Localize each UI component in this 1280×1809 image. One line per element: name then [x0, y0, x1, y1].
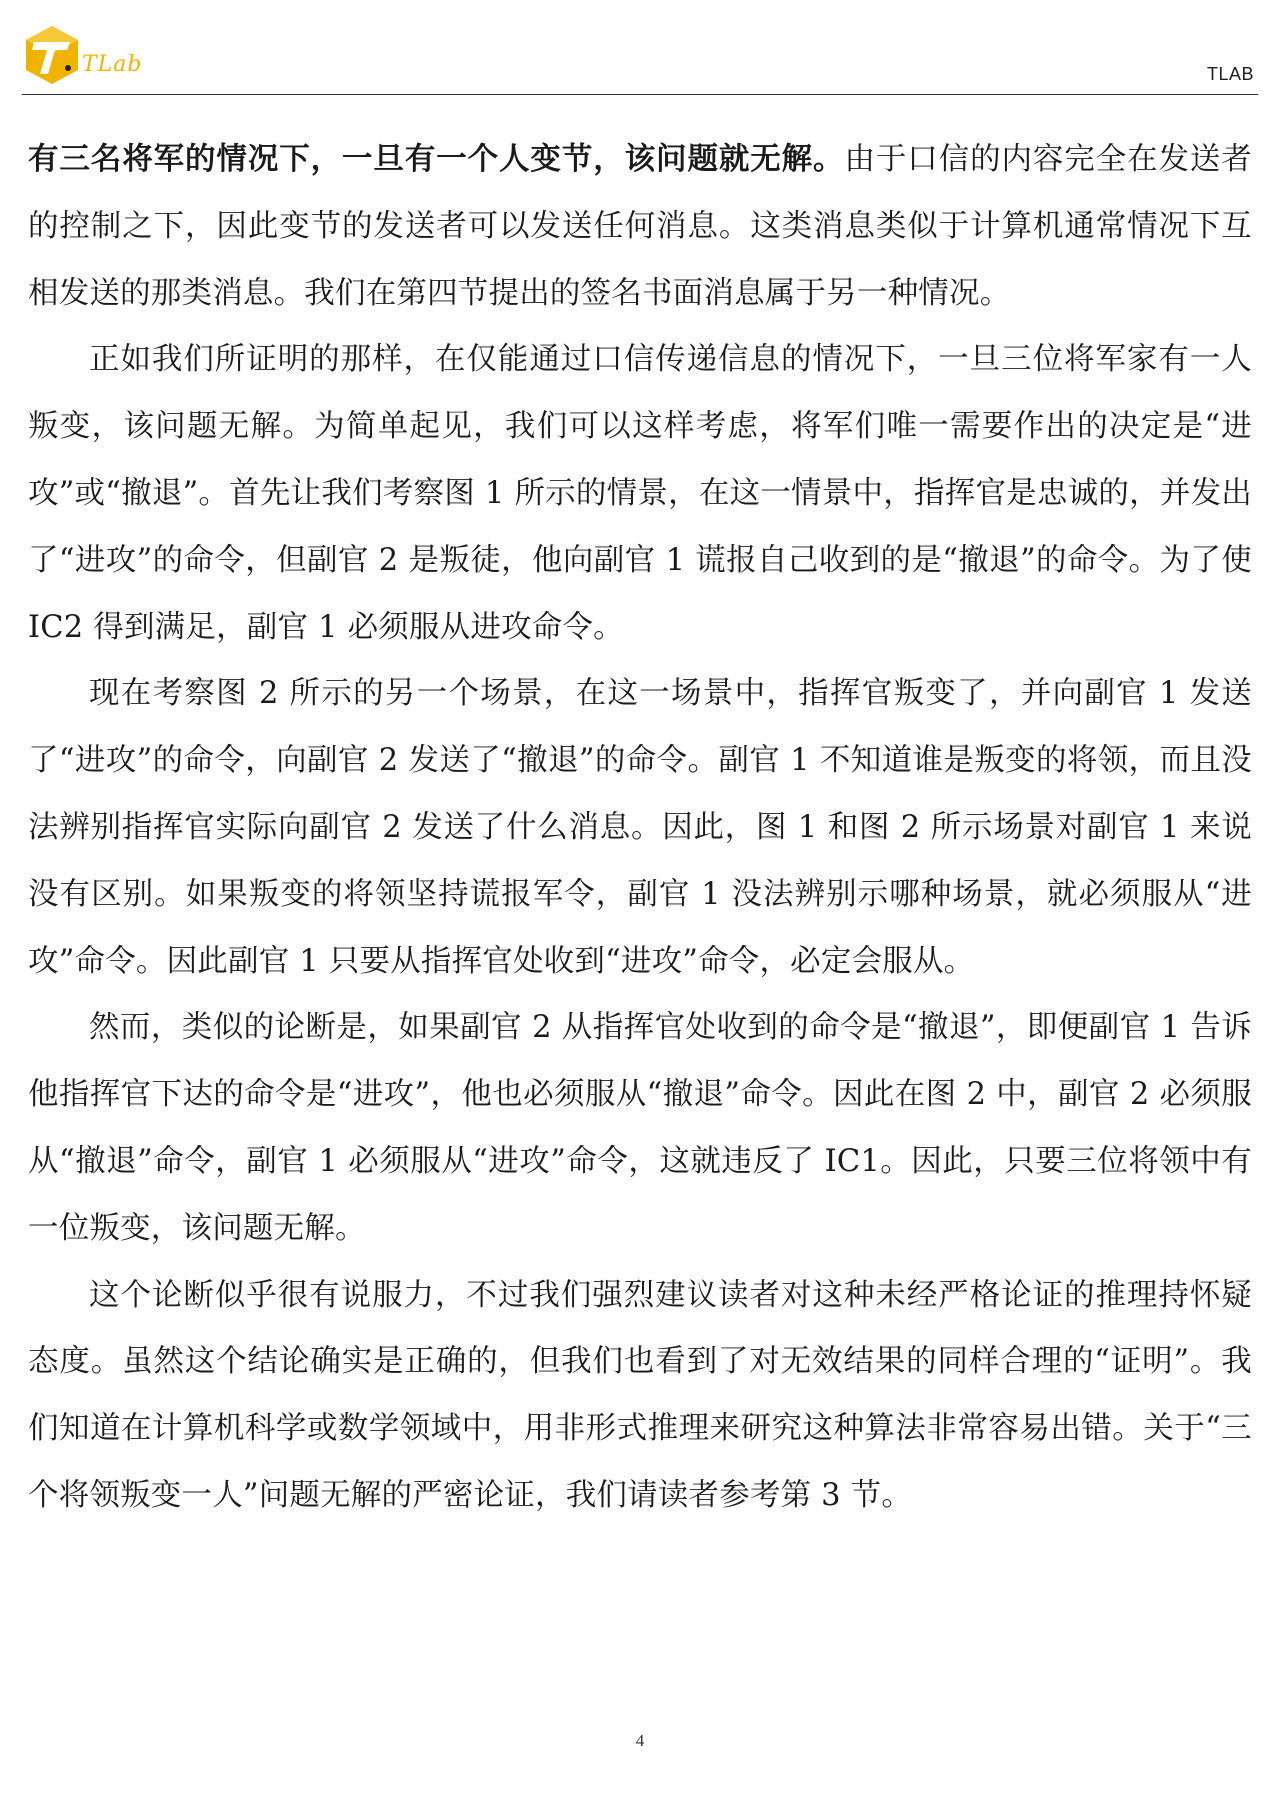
paragraph-3: 现在考察图 2 所示的另一个场景，在这一场景中，指挥官叛变了，并向副官 1 发送了“进攻”的命令，向副官 2 发送了“撤退”的命令。副官 1 不知道谁是叛变的将领，而且没法辨别指挥官实际向副官 2 发送了什么消息。因此，图 1 和图 2 所示场景对副官 1 来说没有区别。如果叛变的将领坚持谎报军令，副官 1 没法辨别示哪种场景，就必须服从“进攻”命令。因此副官 1 只要从指挥官处收到“进攻”命令，必定会服从。: [28, 676, 1252, 979]
paragraph-4: 然而，类似的论断是，如果副官 2 从指挥官处收到的命令是“撤退”，即便副官 1 告诉他指挥官下达的命令是“进攻”，他也必须服从“撤退”命令。因此在图 2 中，副官 2 必须服从“撤退”命令，副官 1 必须服从“进攻”命令，这就违反了 IC1。因此，只要三位将领中有一位叛变，该问题无解。: [28, 1010, 1252, 1246]
tlab-logo-icon: [22, 24, 82, 86]
page-number: 4: [635, 1731, 645, 1750]
document-body: [28, 127, 1252, 1530]
logo-text: TLab: [82, 52, 143, 77]
paragraph-1-bold: 有三名将军的情况下，一旦有一个人变节，该问题就无解。: [28, 142, 845, 177]
page-header: [22, 18, 1258, 95]
paragraph-5: 这个论断似乎很有说服力，不过我们强烈建议读者对这种未经严格论证的推理持怀疑态度。虽然这个结论确实是正确的，但我们也看到了对无效结果的同样合理的“证明”。我们知道在计算机科学或数学领域中，用非形式推理来研究这种算法非常容易出错。关于“三个将领叛变一人”问题无解的严密论证，我们请读者参考第 3 节。: [28, 1277, 1252, 1513]
header-label: TLAB: [1206, 64, 1254, 84]
paragraph-1-rest: 由于口信的内容完全在发送者的控制之下，因此变节的发送者可以发送任何消息。这类消息类似于计算机通常情况下互相发送的那类消息。我们在第四节提出的签名书面消息属于另一种情况。: [28, 142, 1252, 311]
paragraph-1: [28, 127, 1252, 327]
paragraph-2: 正如我们所证明的那样，在仅能通过口信传递信息的情况下，一旦三位将军家有一人叛变，该问题无解。为简单起见，我们可以这样考虑，将军们唯一需要作出的决定是“进攻”或“撤退”。首先让我们考察图 1 所示的情景，在这一情景中，指挥官是忠诚的，并发出了“进攻”的命令，但副官 2 是叛徒，他向副官 1 谎报自己收到的是“撤退”的命令。为了使 IC2 得到满足，副官 1 必须服从进攻命令。: [28, 342, 1252, 645]
tlab-logo: [22, 24, 192, 88]
